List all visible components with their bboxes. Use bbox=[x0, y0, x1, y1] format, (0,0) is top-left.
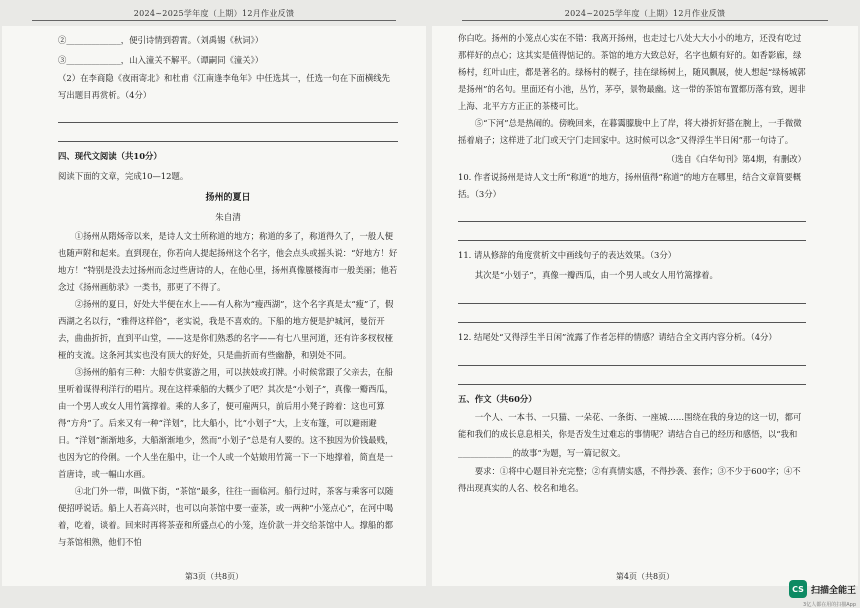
article-source: （选自《白华旬刊》第4期，有删改） bbox=[666, 154, 806, 164]
answer-line bbox=[58, 123, 398, 142]
answer-line bbox=[58, 104, 398, 123]
watermark-subtitle: 3亿人都在用的扫描App bbox=[803, 602, 856, 608]
page-number-right: 第4页（共8页） bbox=[615, 572, 675, 581]
paragraph-5: ⑤“下河”总是热闹的。傍晚回来，在暮霭朦胧中上了岸，将大褂折好搭在腕上，一手微微摇着扇子；这样进了北门或天宁门走回家中。这时候可以念“又得浮生半日闲”那一句诗了。 bbox=[458, 118, 802, 145]
page-header-right: 2024~2025学年度（上期）12月作业反馈 bbox=[564, 9, 726, 18]
paragraph-4-continued: 你白吃。扬州的小笼点心实在不错：我离开扬州，也走过七八处大大小小的地方，还没有吃过那样好的点心；这其实是值得惦记的。茶馆的地方大致总好，名字也颇有好的。如香影廊，绿杨村，红叶山庄，都是著名的。绿杨村的幌子，挂在绿杨树上，随风飘展，使人想起“绿杨城郭是扬州”的名句。里面还有小池，丛竹，茅亭，景物最幽。这一带的茶馆布置都历落有致，迥非上海、北平方方正正的茶楼可比。 bbox=[458, 33, 806, 111]
section-heading-5: 五、作文（共60分） bbox=[458, 394, 537, 404]
paragraph-1: ①扬州从隋炀帝以来，是诗人文士所称道的地方；称道的多了，称道得久了，一般人便也随声附和起来。直到现在，你若向人提起扬州这个名字，他会点头或摇头说：“好地方！好地方！”特别是没去过扬州而念过些唐诗的人，在他心里，扬州真像蜃楼海市一般美丽；他若念过《扬州画舫录》一类书，那更了不得了。 bbox=[58, 231, 398, 292]
answer-line bbox=[458, 366, 806, 385]
section-heading-4: 四、现代文阅读（共10分） bbox=[58, 151, 162, 161]
question-line-3: ③_____________，山入潼关不解平。（谭嗣同《潼关》） bbox=[58, 55, 264, 65]
watermark-name: 扫描全能王 bbox=[810, 585, 856, 596]
paragraph-2: ②扬州的夏日，好处大半便在水上——有人称为“瘦西湖”，这个名字真是太“瘦”了，假西湖之名以行，“雅得这样俗”，老实说，我是不喜欢的。下船的地方便是护城河，曼衍开去，曲曲折折，直到平山堂，——这是你们熟悉的名字——有七八里河道，还有许多杈杈桠桠的支流。这条河其实也没有顶大的好处，只是曲折而有些幽静，和别处不同。 bbox=[58, 299, 394, 360]
page-number-left: 第3页（共8页） bbox=[184, 572, 244, 581]
paragraph-3: ③扬州的船有三种：大船专供宴游之用，可以挟妓或打牌。小时候常跟了父亲去，在船里听着谋得利洋行的唱片。现在这样乘船的大概少了吧？其次是“小划子”，真像一瓣西瓜，由一个男人或女人用竹篙撑着。乘的人多了，便可雇两只，前后用小凳子跨着：这也可算得“方舟”了。后来又有一种“洋划”，比大船小，比“小划子”大，上支布篷，可以避雨避日。“洋划”渐渐地多，大船渐渐地少，然而“小划子”总是有人要的。这不独因为价钱最贱，也因为它的伶俐。一个人坐在船中，让一个人或一个姑娘用竹篙一下一下地撑着，简直是一首唐诗，或一幅山水画。 bbox=[58, 367, 394, 479]
answer-line bbox=[458, 222, 806, 241]
header-rule bbox=[32, 20, 396, 21]
answer-line bbox=[458, 304, 806, 323]
page-header-left: 2024~2025学年度（上期）12月作业反馈 bbox=[133, 9, 295, 18]
paragraph-4: ④北门外一带，叫做下街，“茶馆”最多，往往一面临河。船行过时，茶客与乘客可以随便招呼说话。船上人若高兴时，也可以向茶馆中要一壶茶，或一两种“小笼点心”，在河中喝着，吃着，谈着。回来时再将茶壶和所盛点心的小笼，连价款一并交给茶馆中人。撑船的都与茶馆相熟，他们不怕 bbox=[58, 486, 394, 547]
question-appreciation: （2）在李商隐《夜雨寄北》和杜甫《江南逢李龟年》中任选其一，任选一句在下面横线先写出题目再赏析。（4分） bbox=[58, 73, 390, 100]
essay-requirements: 要求：①将中心题目补充完整；②有真情实感，不得抄袭、套作；③不少于600字；④不得出现真实的人名、校名和地名。 bbox=[458, 466, 801, 493]
answer-line bbox=[458, 203, 806, 222]
essay-title-line: _____________的故事”为题，写一篇记叙文。 bbox=[458, 448, 626, 458]
page-right bbox=[432, 9, 858, 586]
essay-prompt: 一个人、一本书、一只猫、一朵花、一条街、一座城……围绕在我的身边的这一切，都可能和我们的成长息息相关，你是否发生过难忘的事情呢？请结合自己的经历和感悟，以“我和 bbox=[458, 412, 802, 439]
article-author: 朱自清 bbox=[215, 213, 241, 223]
question-12: 12. 结尾处“又得浮生半日闲”流露了作者怎样的情感？请结合全文再内容分析。（4分） bbox=[458, 332, 777, 342]
question-11-quote: 其次是“小划子”，真像一瓣西瓜，由一个男人或女人用竹篙撑着。 bbox=[474, 270, 718, 280]
article-title: 扬州的夏日 bbox=[205, 193, 251, 203]
question-line-2: ②_____________，便引诗情到碧霄。（刘禹锡《秋词》） bbox=[58, 35, 264, 45]
answer-line bbox=[458, 347, 806, 366]
reading-instruction: 阅读下面的文章，完成10—12题。 bbox=[58, 171, 189, 181]
question-10: 10. 作者说扬州是诗人文士所“称道”的地方，扬州值得“称道”的地方在哪里，结合文章简要概括。（3分） bbox=[458, 172, 801, 199]
question-11: 11. 请从修辞的角度赏析文中画线句子的表达效果。（3分） bbox=[458, 250, 677, 260]
camscanner-logo-icon: CS bbox=[789, 580, 807, 598]
scanner-watermark bbox=[789, 580, 856, 598]
answer-line bbox=[458, 285, 806, 304]
header-rule bbox=[462, 20, 828, 21]
page-left bbox=[2, 9, 426, 586]
